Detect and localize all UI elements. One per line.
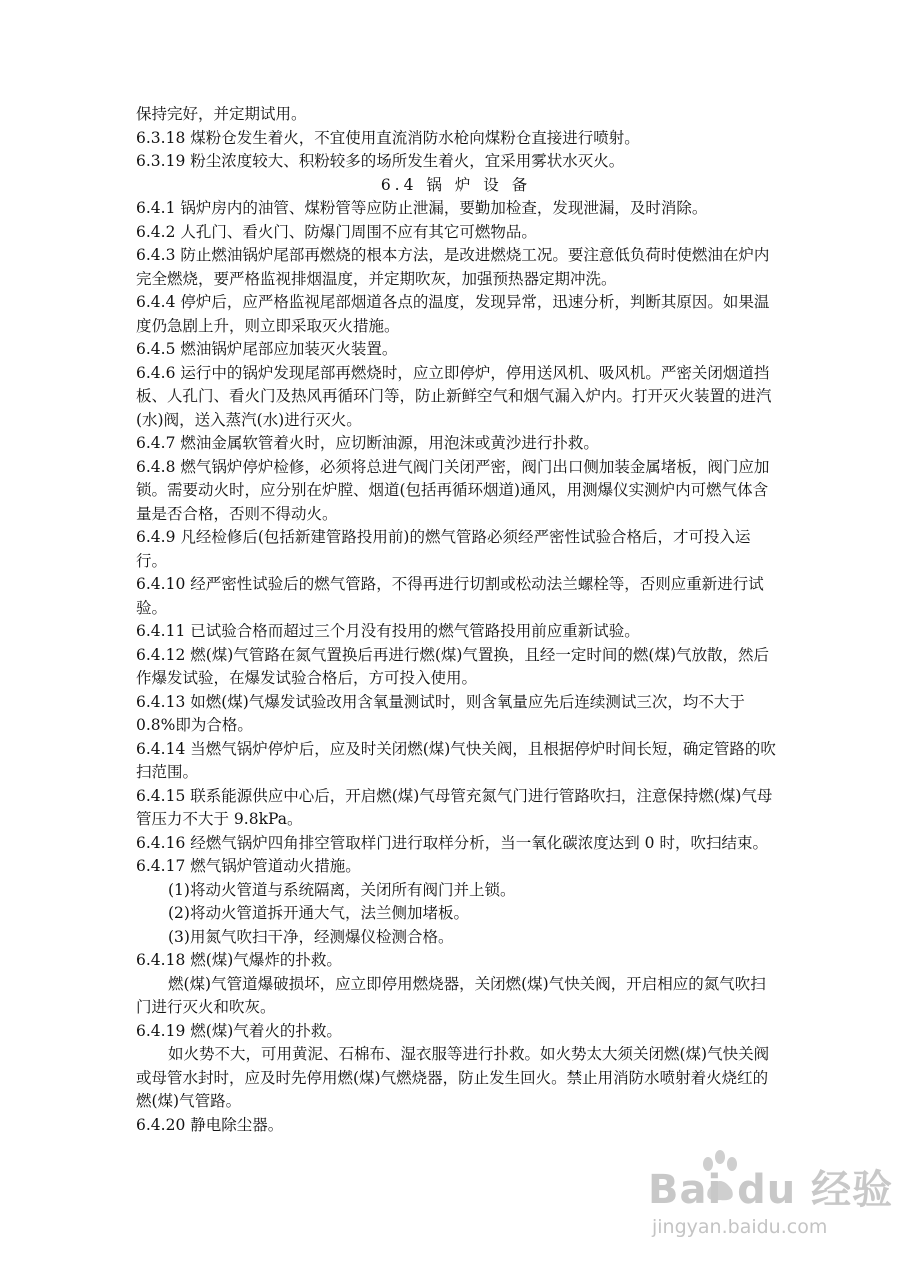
paragraph: 如火势不大，可用黄泥、石棉布、湿衣服等进行扑救。如火势太大须关闭燃(煤)气快关阀或母管水封时，应及时先停用燃(煤)气燃烧器，防止发生回火。禁止用消防水喷射着火烧红的燃(煤)气管路。: [136, 1045, 770, 1110]
list-item: (3)用氮气吹扫干净，经测爆仪检测合格。: [168, 927, 454, 946]
text-line: 6.4.9 凡经检修后(包括新建管路投用前)的燃气管路必须经严密性试验合格后，才可投入运行。: [136, 528, 751, 570]
list-item: (2)将动火管道拆开通大气，法兰侧加堵板。: [168, 904, 469, 922]
text-line: 6.4.11 已试验合格而超过三个月没有投用的燃气管路投用前应重新试验。: [136, 622, 640, 640]
text-line: 6.4.12 燃(煤)气管路在氮气置换后再进行燃(煤)气置换，且经一定时间的燃(煤)气放散，然后作爆发试验，在爆发试验合格后，方可投入使用。: [136, 645, 770, 687]
text-line: 6.4.17 燃气锅炉管道动火措施。: [136, 857, 361, 875]
baidu-watermark: [648, 1150, 894, 1260]
text-line: 6.4.15 联系能源供应中心后，开启燃(煤)气母管充氮气门进行管路吹扫，注意保持燃(煤)气母管压力不大于 9.8kPa。: [136, 786, 773, 828]
text-line: 保持完好，并定期试用。: [136, 105, 307, 123]
text-line: 6.4.14 当燃气锅炉停炉后，应及时关闭燃(煤)气快关阀，且根据停炉时间长短，确定管路的吹扫范围。: [136, 739, 776, 781]
paragraph: 燃(煤)气管道爆破损坏，应立即停用燃烧器，关闭燃(煤)气快关阀，开启相应的氮气吹扫门进行灭火和吹灰。: [136, 974, 766, 1016]
text-line: 6.4.19 燃(煤)气着火的扑救。: [136, 1021, 342, 1040]
text-line: 6.3.18 煤粉仓发生着火，不宜使用直流消防水枪向煤粉仓直接进行喷射。: [136, 128, 640, 147]
section-heading: 6.4 锅 炉 设 备: [380, 175, 532, 194]
text-line: 6.4.16 经燃气锅炉四角排空管取样门进行取样分析，当一氧化碳浓度达到 0 时，吹扫结束。: [136, 833, 768, 852]
text-line: 6.4.4 停炉后，应严格监视尾部烟道各点的温度，发现异常，迅速分析，判断其原因。如果温度仍急剧上升，则立即采取灭火措施。: [136, 293, 770, 335]
text-line: 6.4.13 如燃(煤)气爆发试验改用含氧量测试时，则含氧量应先后连续测试三次，均不大于0.8%即为合格。: [136, 692, 745, 734]
text-line: 6.4.8 燃气锅炉停炉检修，必须将总进气阀门关闭严密，阀门出口侧加装金属堵板，阀门应加锁。需要动火时，应分别在炉膛、烟道(包括再循环烟道)通风，用测爆仪实测炉内可燃气体含量是否合格，否则不得动火。: [136, 457, 770, 523]
text-line: 6.4.5 燃油锅炉尾部应加装灭火装置。: [136, 340, 398, 358]
text-line: 6.4.18 燃(煤)气爆炸的扑救。: [136, 951, 342, 969]
text-line: 6.3.19 粉尘浓度较大、积粉较多的场所发生着火，宜采用雾状水灭火。: [136, 152, 625, 170]
text-line: 6.4.1 锅炉房内的油管、煤粉管等应防止泄漏，要勤加检查，发现泄漏，及时消除。: [136, 199, 708, 217]
text-line: 6.4.20 静电除尘器。: [136, 1115, 284, 1134]
text-line: 6.4.2 人孔门、看火门、防爆门周围不应有其它可燃物品。: [136, 222, 537, 241]
watermark-brand: Bai du 经验: [648, 1167, 894, 1213]
document-body: [136, 103, 776, 1137]
watermark-url: jingyan.baidu.com: [652, 1216, 828, 1238]
text-line: 6.4.7 燃油金属软管着火时，应切断油源，用泡沫或黄沙进行扑救。: [136, 434, 599, 452]
text-line: 6.4.6 运行中的锅炉发现尾部再燃烧时，应立即停炉，停用送风机、吸风机。严密关闭烟道挡板、人孔门、看火门及热风再循环门等，防止新鲜空气和烟气漏入炉内。打开灭火装置的进汽(水)阀，送入蒸汽(水)进行灭火。: [136, 363, 772, 429]
list-item: (1)将动火管道与系统隔离，关闭所有阀门并上锁。: [168, 880, 516, 899]
text-line: 6.4.3 防止燃油锅炉尾部再燃烧的根本方法，是改进燃烧工况。要注意低负荷时使燃油在炉内完全燃烧，要严格监视排烟温度，并定期吹灰，加强预热器定期冲洗。: [136, 246, 770, 288]
text-line: 6.4.10 经严密性试验后的燃气管路，不得再进行切割或松动法兰螺栓等，否则应重新进行试验。: [136, 575, 764, 617]
